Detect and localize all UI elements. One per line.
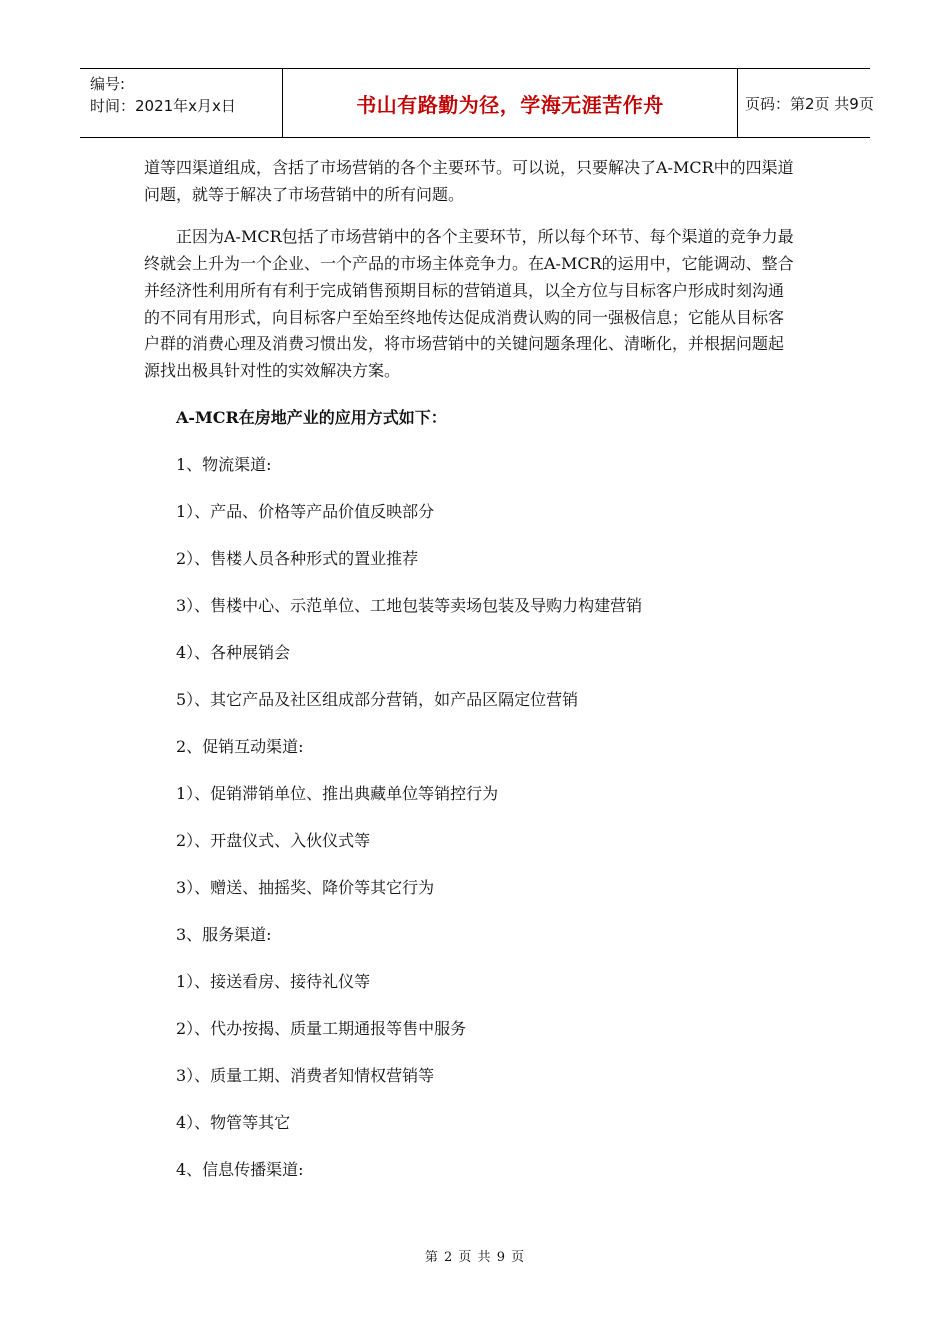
list-item: 2）、售楼人员各种形式的置业推荐	[176, 548, 419, 568]
list-item: 1、物流渠道:	[176, 454, 272, 474]
list-item: 5）、其它产品及社区组成部分营销，如产品区隔定位营销	[176, 689, 579, 709]
list-item: 3）、质量工期、消费者知情权营销等	[176, 1065, 435, 1085]
paragraph-1: 道等四渠道组成，含括了市场营销的各个主要环节。可以说，只要解决了A-MCR中的四渠道问题，就等于解决了市场营销中的所有问题。	[144, 158, 794, 204]
header-page-code: 页码：第2页 共9页	[745, 94, 874, 113]
header-page-cell	[737, 69, 878, 137]
list-item: 4、信息传播渠道:	[176, 1159, 304, 1179]
header-left-cell	[80, 69, 282, 137]
section-heading: A-MCR在房地产业的应用方式如下：	[176, 407, 447, 427]
page-footer: 第 2 页 共 9 页	[424, 1250, 526, 1265]
item-list	[144, 452, 798, 1183]
list-item: 1）、接送看房、接待礼仪等	[176, 971, 371, 991]
list-item: 2）、开盘仪式、入伙仪式等	[176, 830, 371, 850]
list-item: 3）、赠送、抽摇奖、降价等其它行为	[176, 877, 435, 897]
paragraph-2: 正因为A-MCR包括了市场营销中的各个主要环节，所以每个环节、每个渠道的竞争力最终就会上升为一个企业、一个产品的市场主体竞争力。在A-MCR的运用中，它能调动、整合并经济性利用所有有利于完成销售预期目标的营销道具，以全方位与目标客户形成时刻沟通的不同有用形式，向目标客户至始至终地传达促成消费认购的同一强极信息；它能从目标客户群的消费心理及消费习惯出发，将市场营销中的关键问题条理化、清晰化，并根据问题起源找出极具针对性的实效解决方案。	[144, 227, 794, 380]
time-label: 时间：2021年x月x日	[90, 97, 236, 115]
header-motto-cell	[282, 69, 738, 137]
page-header	[80, 68, 874, 138]
document-body	[144, 155, 798, 1183]
header-motto: 书山有路勤为径，学海无涯苦作舟	[356, 92, 664, 117]
list-item: 1）、产品、价格等产品价值反映部分	[176, 501, 435, 521]
list-item: 3、服务渠道:	[176, 924, 272, 944]
number-label: 编号:	[90, 75, 126, 93]
list-item: 2、促销互动渠道:	[176, 736, 304, 756]
list-item: 4）、物管等其它	[176, 1112, 291, 1132]
list-item: 2）、代办按揭、质量工期通报等售中服务	[176, 1018, 467, 1038]
list-item: 1）、促销滞销单位、推出典藏单位等销控行为	[176, 783, 499, 803]
list-item: 4）、各种展销会	[176, 642, 291, 662]
list-item: 3）、售楼中心、示范单位、工地包装等卖场包装及导购力构建营销	[176, 595, 643, 615]
